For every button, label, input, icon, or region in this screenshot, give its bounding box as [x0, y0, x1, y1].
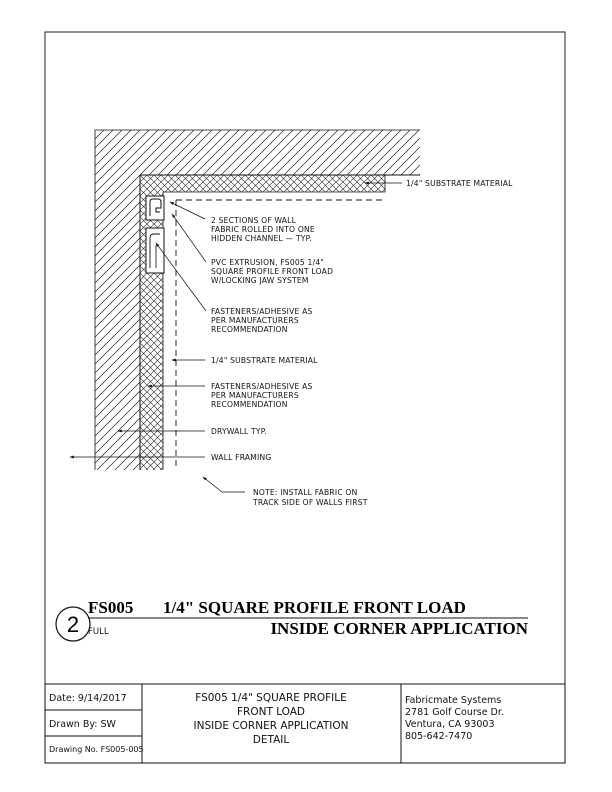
tb-desc-line1: FS005 1/4" SQUARE PROFILE — [195, 692, 347, 704]
tb-drawn-by: Drawn By: SW — [49, 719, 116, 730]
svg-text:PER MANUFACTURERS: PER MANUFACTURERS — [211, 316, 299, 325]
callout-fabric-sections — [211, 216, 315, 243]
svg-text:HIDDEN CHANNEL — TYP.: HIDDEN CHANNEL — TYP. — [211, 234, 312, 243]
detail-title-line2: INSIDE CORNER APPLICATION — [270, 619, 528, 638]
detail-title-line1: 1/4" SQUARE PROFILE FRONT LOAD — [163, 598, 466, 617]
tb-company-street: 2781 Golf Course Dr. — [405, 707, 504, 718]
tb-company-name: Fabricmate Systems — [405, 695, 502, 706]
title-block — [45, 684, 565, 763]
callout-extrusion — [211, 258, 333, 285]
svg-text:2 SECTIONS OF WALL: 2 SECTIONS OF WALL — [211, 216, 297, 225]
svg-text:W/LOCKING JAW SYSTEM: W/LOCKING JAW SYSTEM — [211, 276, 309, 285]
corner-detail — [95, 130, 420, 470]
detail-scale: FULL — [88, 627, 109, 637]
svg-text:FASTENERS/ADHESIVE AS: FASTENERS/ADHESIVE AS — [211, 307, 313, 316]
callout-fasteners-2 — [211, 382, 313, 409]
callout-substrate-top: 1/4" SUBSTRATE MATERIAL — [406, 179, 513, 188]
tb-desc-line3: INSIDE CORNER APPLICATION — [193, 720, 349, 732]
callout-fasteners-1 — [211, 307, 313, 334]
tb-company-phone: 805-642-7470 — [405, 731, 473, 742]
svg-text:TRACK SIDE OF WALLS FIRST: TRACK SIDE OF WALLS FIRST — [253, 498, 368, 507]
callout-framing: WALL FRAMING — [211, 453, 272, 462]
svg-text:PVC EXTRUSION, FS005 1/4": PVC EXTRUSION, FS005 1/4" — [211, 258, 325, 267]
tb-desc-line4: DETAIL — [252, 734, 290, 746]
svg-text:RECOMMENDATION: RECOMMENDATION — [211, 325, 288, 334]
svg-text:PER MANUFACTURERS: PER MANUFACTURERS — [211, 391, 299, 400]
callout-substrate-side: 1/4" SUBSTRATE MATERIAL — [211, 356, 318, 365]
tb-drawing-no: Drawing No. FS005-005 — [49, 745, 144, 754]
svg-text:FABRIC ROLLED INTO ONE: FABRIC ROLLED INTO ONE — [211, 225, 315, 234]
svg-text:SQUARE PROFILE FRONT LOAD: SQUARE PROFILE FRONT LOAD — [211, 267, 334, 276]
detail-number: 2 — [66, 612, 80, 637]
detail-title — [56, 598, 529, 641]
tb-desc-line2: FRONT LOAD — [236, 706, 306, 718]
svg-text:NOTE: INSTALL FABRIC ON: NOTE: INSTALL FABRIC ON — [253, 488, 358, 497]
pvc-extrusion — [146, 196, 164, 273]
callout-note — [252, 488, 368, 507]
svg-text:RECOMMENDATION: RECOMMENDATION — [211, 400, 288, 409]
tb-date: Date: 9/14/2017 — [49, 693, 127, 704]
tb-company-city: Ventura, CA 93003 — [405, 719, 495, 730]
svg-text:FASTENERS/ADHESIVE AS: FASTENERS/ADHESIVE AS — [211, 382, 313, 391]
detail-code: FS005 — [88, 598, 134, 617]
callout-drywall: DRYWALL TYP. — [211, 427, 267, 436]
